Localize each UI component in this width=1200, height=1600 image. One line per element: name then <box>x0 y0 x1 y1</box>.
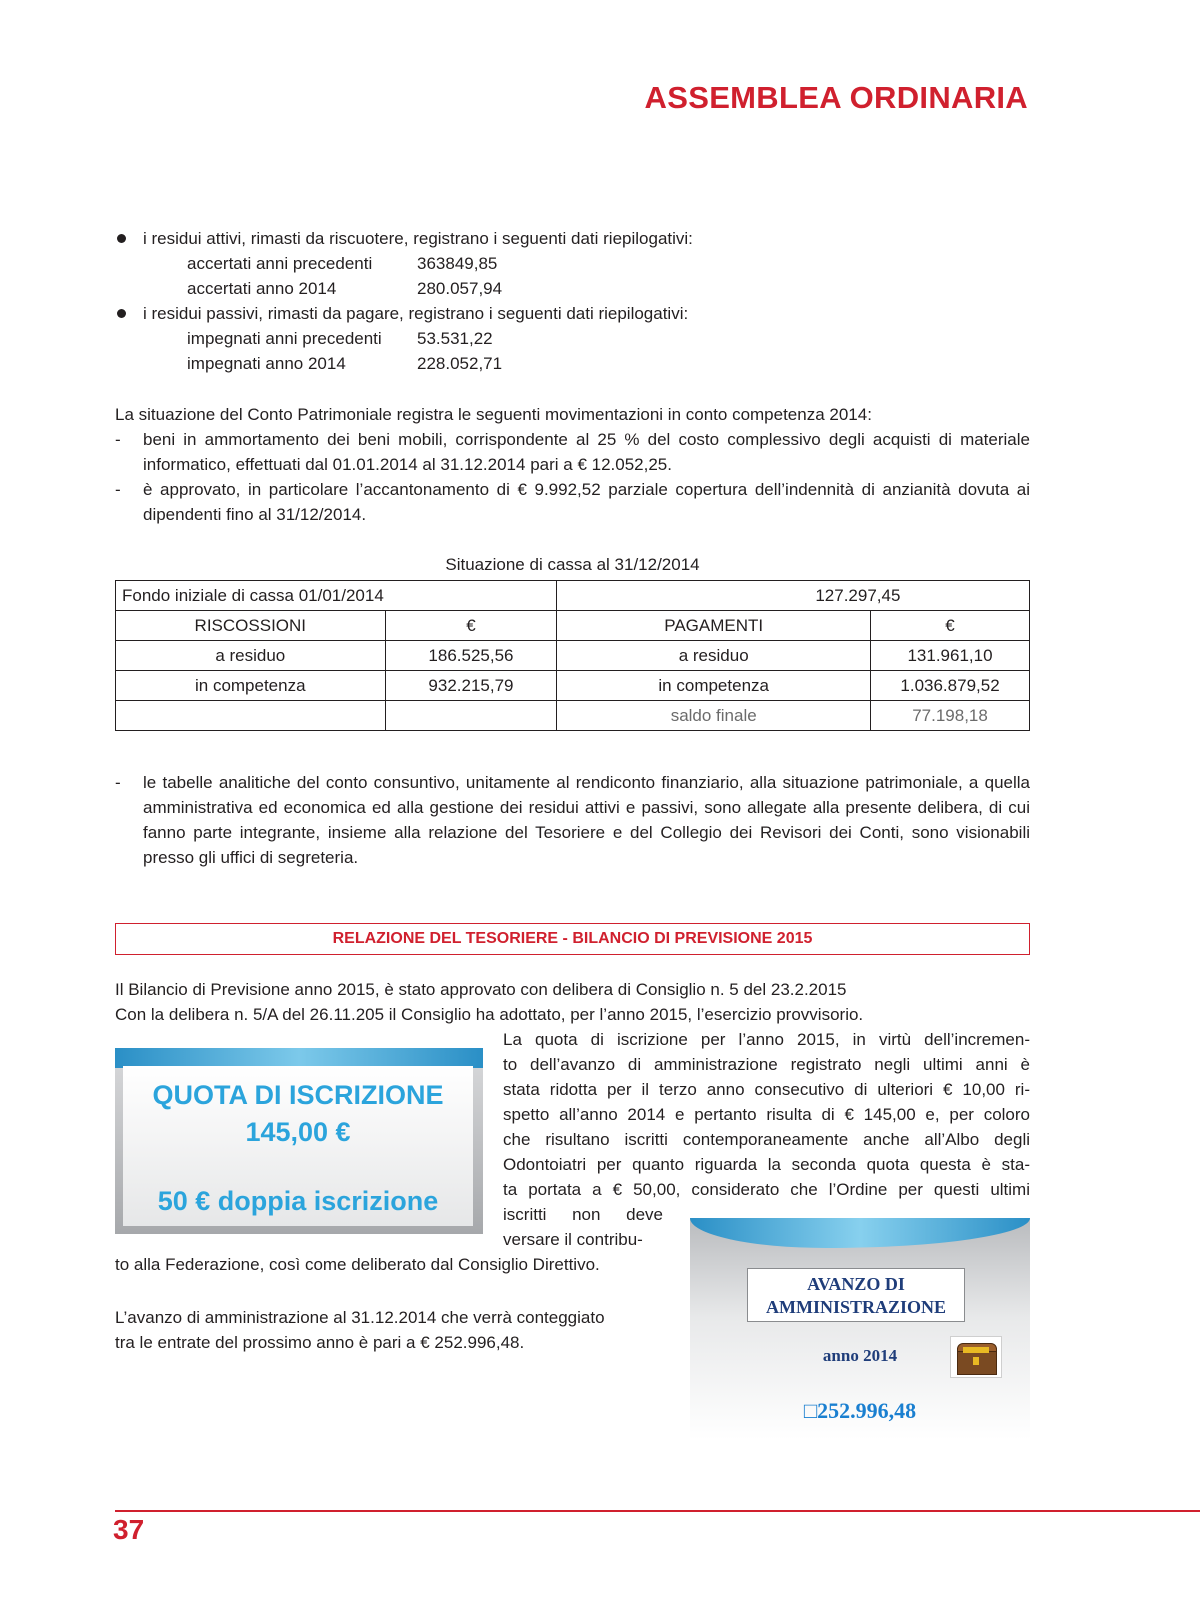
header-euro: € <box>385 611 557 641</box>
table-row <box>116 701 1030 731</box>
avanzo-box-year: anno 2014 <box>822 1346 898 1365</box>
bullet-icon <box>117 309 126 318</box>
quota-box-amount: 145,00 € <box>245 1117 351 1147</box>
footer-rule <box>115 1510 1200 1512</box>
tabelle-note: - le tabelle analitiche del conto consuntivo, unitamente al rendiconto finanziario, alla situazione patrimoniale, a quella amministrativa ed economica ed alla gestione dei residui attivi e passivi, sono allegate alla presente delibera, di cui fanno parte integrante, insieme alla relazione del Tesoriere e del Collegio dei Revisori dei Conti, sono visionabili presso gli uffici di segreteria. <box>115 773 1030 867</box>
treasure-chest-icon <box>950 1336 1002 1378</box>
quota-paragraph-end: to alla Federazione, così come deliberato dal Consiglio Direttivo. <box>115 1255 600 1274</box>
residui-passivi-intro: i residui passivi, rimasti da pagare, registrano i seguenti dati riepilogativi: <box>115 301 1030 326</box>
wave-decoration <box>690 1218 1030 1248</box>
patrimoniale-section <box>115 402 1030 527</box>
table-row <box>116 581 1030 611</box>
table-row: in competenza 932.215,79 in competenza 1.036.879,52 <box>116 671 1030 701</box>
wave-decoration <box>115 1048 483 1068</box>
residui-passivi-row: impegnati anno 2014 228.052,71 <box>187 354 503 373</box>
avanzo-box <box>690 1218 1030 1440</box>
residui-attivi-row: accertati anni precedenti 363849,85 <box>187 254 498 273</box>
saldo-label: saldo finale <box>557 701 871 731</box>
header-riscossioni: RISCOSSIONI <box>116 611 386 641</box>
patrimoniale-item: - beni in ammortamento dei beni mobili, corrispondente al 25 % del costo complessivo degli acquisti di materiale informatico, effettuati dal 01.01.2014 al 31.12.2014 pari a € 12.052,25. <box>115 430 1030 474</box>
patrimoniale-intro: La situazione del Conto Patrimoniale registra le seguenti movimentazioni in conto competenza 2014: <box>115 405 872 424</box>
quota-paragraph: La quota di iscrizione per l’anno 2015, in virtù dell’incremen- to dell’avanzo di amministrazione registrato negli ultimi anni è stata ridotta per il terzo anno consecutivo di ulteriori € 10,00 ri- spetto all’anno 2014 e pertanto risulta di € 145,00 e, per coloro che risultano iscritti contemporaneamente anche all’Albo degli Odontoiatri per quanto riguarda la seconda quota questa è sta- ta portata a € 50,00, considerato che l’Ordine per questi ultimi iscritti non deve versare il contribu- <box>503 1030 1030 1249</box>
section-banner: RELAZIONE DEL TESORIERE - BILANCIO DI PREVISIONE 2015 <box>115 923 1030 955</box>
quota-box-title: QUOTA DI ISCRIZIONE <box>152 1080 444 1110</box>
saldo-value: 77.198,18 <box>871 701 1030 731</box>
page-title: ASSEMBLEA ORDINARIA <box>644 80 1028 115</box>
header-pagamenti: PAGAMENTI <box>557 611 871 641</box>
cash-table-caption: Situazione di cassa al 31/12/2014 <box>445 555 700 574</box>
residui-attivi-row: accertati anno 2014 280.057,94 <box>187 279 503 298</box>
avanzo-paragraph: L’avanzo di amministrazione al 31.12.2014 che verrà conteggiato tra le entrate del prossimo anno è pari a € 252.996,48. <box>115 1308 605 1352</box>
fondo-label: Fondo iniziale di cassa 01/01/2014 <box>116 581 557 611</box>
table-row <box>116 611 1030 641</box>
cash-table <box>115 580 1030 731</box>
quota-box-double: 50 € doppia iscrizione <box>157 1186 439 1216</box>
header-euro: € <box>871 611 1030 641</box>
residui-attivi-intro: i residui attivi, rimasti da riscuotere, registrano i seguenti dati riepilogativi: <box>115 226 1030 251</box>
residui-section <box>115 226 1030 376</box>
table-row: a residuo 186.525,56 a residuo 131.961,10 <box>116 641 1030 671</box>
fondo-value: 127.297,45 <box>557 581 1030 611</box>
page-number: 37 <box>113 1514 145 1545</box>
residui-passivi-row: impegnati anni precedenti 53.531,22 <box>187 329 493 348</box>
bullet-icon <box>117 234 126 243</box>
avanzo-box-label: AVANZO DI AMMINISTRAZIONE <box>747 1268 965 1322</box>
patrimoniale-item: - è approvato, in particolare l’accantonamento di € 9.992,52 parziale copertura dell’indennità di anzianità dovuta ai dipendenti fino al 31/12/2014. <box>115 480 1030 524</box>
quota-box <box>115 1048 483 1234</box>
avanzo-box-amount: □252.996,48 <box>803 1398 917 1423</box>
bilancio-intro: Il Bilancio di Previsione anno 2015, è stato approvato con delibera di Consiglio n. 5 del 23.2.2015 Con la delibera n. 5/A del 26.11.205 il Consiglio ha adottato, per l’anno 2015, l’esercizio provvisorio. <box>115 980 864 1024</box>
